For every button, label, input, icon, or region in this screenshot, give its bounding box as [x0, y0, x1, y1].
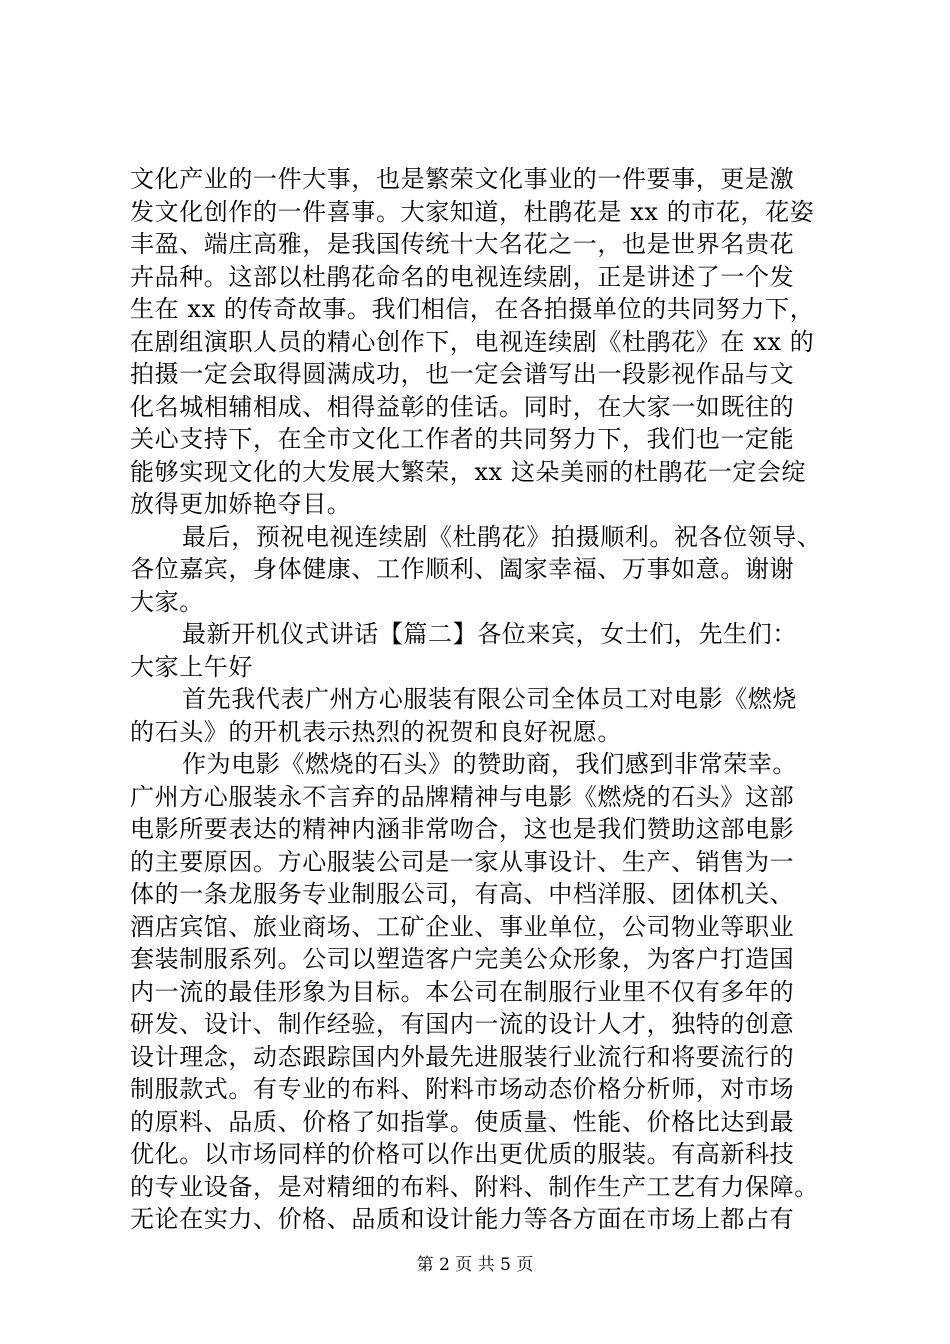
text-line: 制服款式。有专业的布料、附料市场动态价格分析师，对市场: [130, 1075, 795, 1103]
text-line: 设计理念，动态跟踪国内外最先进服装行业流行和将要流行的: [130, 1042, 795, 1071]
text-line: 各位嘉宾，身体健康、工作顺利、阖家幸福、万事如意。谢谢: [130, 555, 795, 583]
text-line: 套装制服系列。公司以塑造客户完美公众形象，为客户打造国: [130, 945, 795, 973]
text-line: 文化产业的一件大事，也是繁荣文化事业的一件要事，更是激: [130, 165, 795, 193]
text-line: 在剧组演职人员的精心创作下，电视连续剧《杜鹃花》在 xx 的: [130, 327, 815, 356]
text-line: 首先我代表广州方心服装有限公司全体员工对电影《燃烧: [182, 685, 797, 713]
text-line: 拍摄一定会取得圆满成功，也一定会谱写出一段影视作品与文: [130, 360, 795, 388]
text-line: 能够实现文化的大发展大繁荣，xx 这朵美丽的杜鹃花一定会绽: [130, 457, 807, 486]
text-line: 丰盈、端庄高雅，是我国传统十大名花之一，也是世界名贵花: [130, 230, 795, 258]
text-line: 作为电影《燃烧的石头》的赞助商，我们感到非常荣幸。: [182, 750, 797, 778]
text-line: 最后，预祝电视连续剧《杜鹃花》拍摄顺利。祝各位领导、: [182, 522, 822, 551]
text-line: 关心支持下，在全市文化工作者的共同努力下，我们也一定能: [130, 425, 795, 453]
text-line: 广州方心服装永不言弃的品牌精神与电影《燃烧的石头》这部: [130, 782, 795, 811]
text-line: 的主要原因。方心服装公司是一家从事设计、生产、销售为一: [130, 847, 795, 876]
text-line: 无论在实力、价格、品质和设计能力等各方面在市场上都占有: [130, 1205, 795, 1233]
text-line: 的石头》的开机表示热烈的祝贺和良好祝愿。: [130, 717, 622, 746]
text-line: 大家上午好: [130, 652, 253, 681]
text-line: 酒店宾馆、旅业商场、工矿企业、事业单位，公司物业等职业: [130, 912, 795, 941]
text-line: 发文化创作的一件喜事。大家知道，杜鹃花是 xx 的市花，花姿: [130, 197, 815, 226]
text-line: 的原料、品质、价格了如指掌。使质量、性能、价格比达到最: [130, 1107, 795, 1136]
text-line: 大家。: [130, 587, 204, 616]
text-line: 最新开机仪式讲话【篇二】各位来宾，女士们，先生们：: [182, 620, 797, 648]
text-line: 放得更加娇艳夺目。: [130, 490, 352, 518]
text-line: 优化。以市场同样的价格可以作出更优质的服装。有高新科技: [130, 1140, 795, 1168]
text-line: 卉品种。这部以杜鹃花命名的电视连续剧，正是讲述了一个发: [130, 262, 795, 291]
text-line: 电影所要表达的精神内涵非常吻合，这也是我们赞助这部电影: [130, 815, 795, 843]
text-line: 研发、设计、制作经验，有国内一流的设计人才，独特的创意: [130, 1010, 795, 1038]
text-line: 体的一条龙服务专业制服公司，有高、中档洋服、团体机关、: [130, 880, 795, 908]
text-line: 生在 xx 的传奇故事。我们相信，在各拍摄单位的共同努力下，: [130, 295, 815, 323]
text-line: 化名城相辅相成、相得益彰的佳话。同时，在大家一如既往的: [130, 392, 795, 421]
document-body: [130, 163, 830, 1236]
text-line: 内一流的最佳形象为目标。本公司在制服行业里不仅有多年的: [130, 977, 795, 1006]
text-line: 的专业设备，是对精细的布料、附料、制作生产工艺有力保障。: [130, 1172, 819, 1201]
page-footer: 第 2 页 共 5 页: [416, 1255, 534, 1275]
